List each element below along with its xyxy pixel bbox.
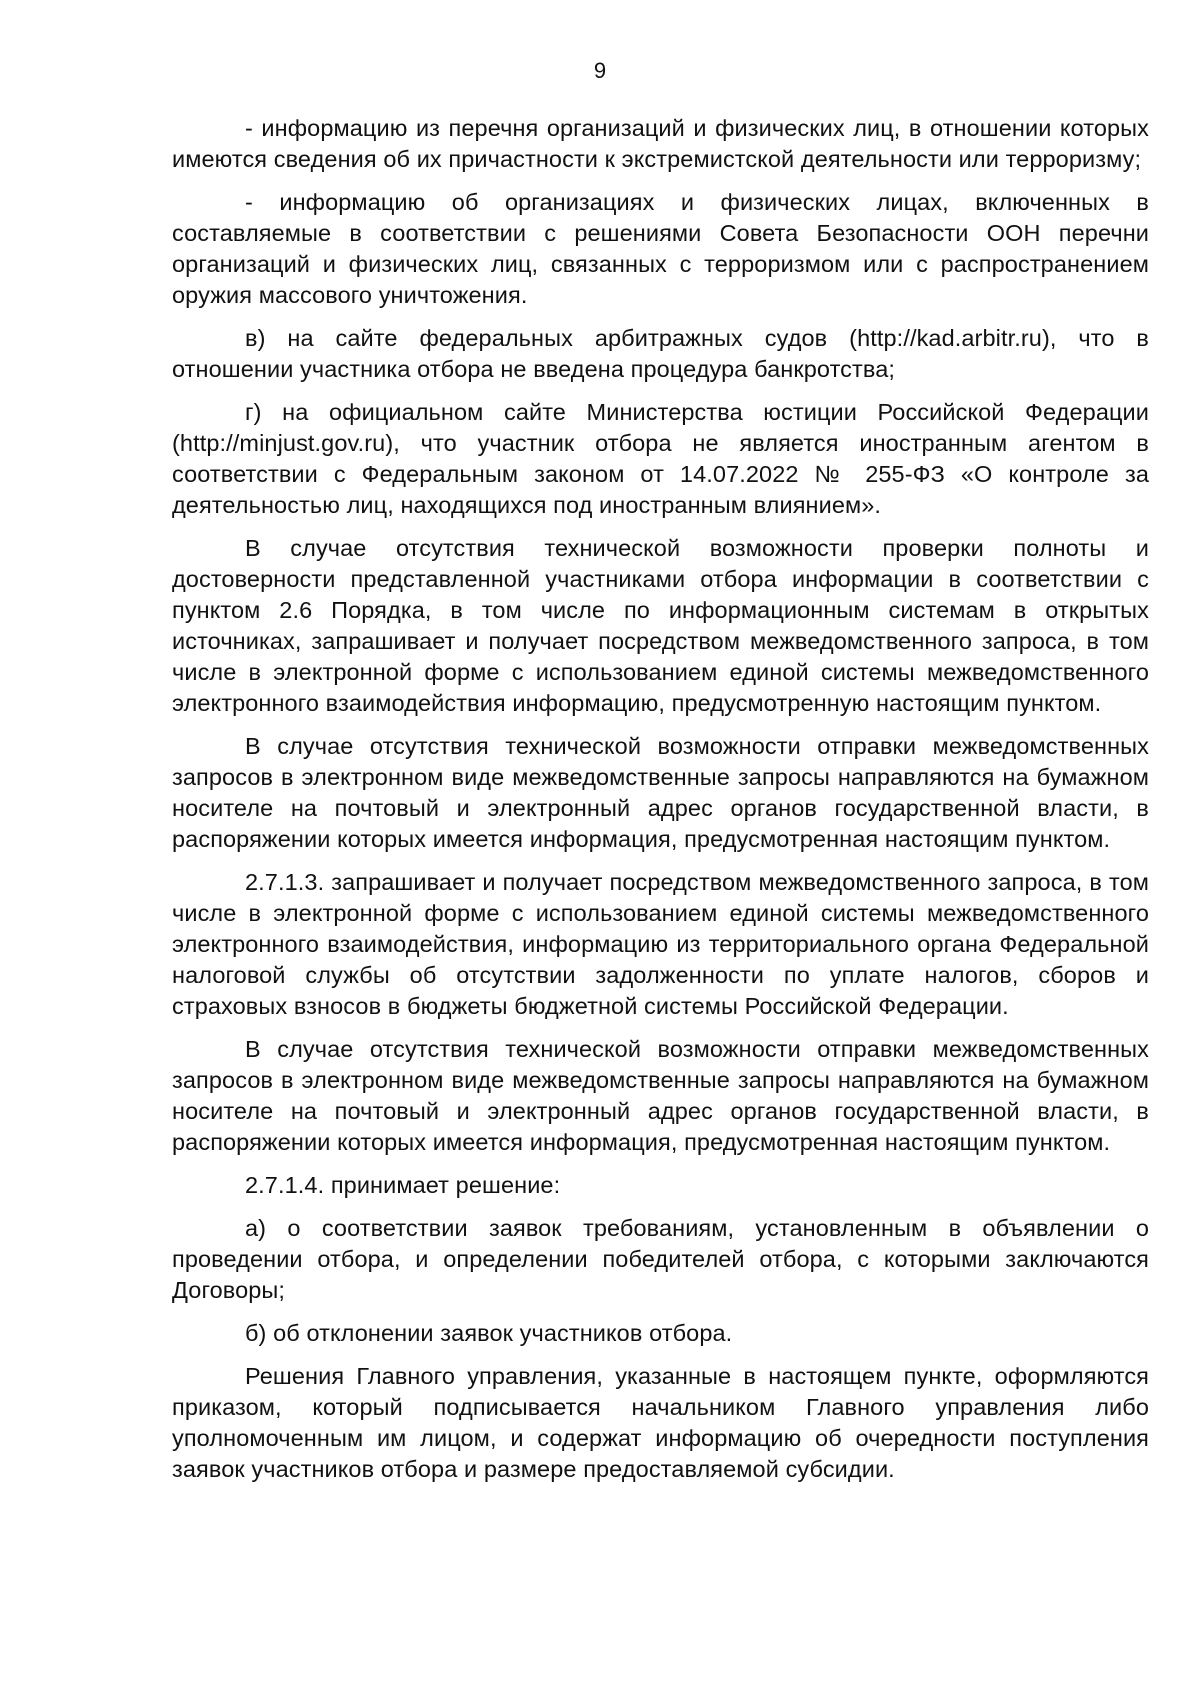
paragraph-decision-a: а) о соответствии заявок требованиям, установленным в объявлении о проведении отбора, и определении победителей отбора, с которыми заключаются Договоры;	[172, 1215, 1149, 1303]
page-number: 9	[593, 58, 607, 83]
paragraph-un-security-council-list: - информацию об организациях и физических лицах, включенных в составляемые в соответствии с решениями Совета Безопасности ООН перечни организаций и физических лиц, связанных с терроризмом или с распространением оружия массового уничтожения.	[172, 189, 1149, 308]
paragraph-arbitration-courts-check: в) на сайте федеральных арбитражных судов (http://kad.arbitr.ru), что в отношении участника отбора не введена процедура банкротства;	[172, 325, 1149, 382]
paragraph-decisions-order: Решения Главного управления, указанные в настоящем пункте, оформляются приказом, который подписывается начальником Главного управления либо уполномоченным им лицом, и содержат информацию об очередности поступления заявок участников отбора и размере предоставляемой субсидии.	[172, 1363, 1149, 1482]
paragraph-2-7-1-3: 2.7.1.3. запрашивает и получает посредством межведомственного запроса, в том числе в электронной форме с использованием единой системы межведомственного электронного взаимодействия, информацию из территориального органа Федеральной налоговой службы об отсутствии задолженности по уплате налогов, сборов и страховых взносов в бюджеты бюджетной системы Российской Федерации.	[172, 869, 1149, 1019]
paragraph-2-7-1-4: 2.7.1.4. принимает решение:	[245, 1172, 561, 1198]
paragraph-decision-b: б) об отклонении заявок участников отбора.	[245, 1320, 733, 1346]
paragraph-paper-requests-1: В случае отсутствия технической возможности отправки межведомственных запросов в электронном виде межведомственные запросы направляются на бумажном носителе на почтовый и электронный адрес органов государственной власти, в распоряжении которых имеется информация, предусмотренная настоящим пунктом.	[172, 733, 1149, 852]
paragraph-paper-requests-2: В случае отсутствия технической возможности отправки межведомственных запросов в электронном виде межведомственные запросы направляются на бумажном носителе на почтовый и электронный адрес органов государственной власти, в распоряжении которых имеется информация, предусмотренная настоящим пунктом.	[172, 1036, 1149, 1155]
paragraph-ministry-of-justice-check: г) на официальном сайте Министерства юстиции Российской Федерации (http://minjust.gov.ru), что участник отбора не является иностранным агентом в соответствии с Федеральным законом от 14.07.2022 № 255-ФЗ «О контроле за деятельностью лиц, находящихся под иностранным влиянием».	[172, 399, 1149, 518]
paragraph-extremism-list: - информацию из перечня организаций и физических лиц, в отношении которых имеются сведения об их причастности к экстремистской деятельности или терроризму;	[172, 115, 1149, 172]
paragraph-no-technical-possibility-check: В случае отсутствия технической возможности проверки полноты и достоверности представленной участниками отбора информации в соответствии с пунктом 2.6 Порядка, в том числе по информационным системам в открытых источниках, запрашивает и получает посредством межведомственного запроса, в том числе в электронной форме с использованием единой системы межведомственного электронного взаимодействия информацию, предусмотренную настоящим пунктом.	[172, 535, 1149, 716]
document-body	[172, 113, 1149, 1497]
